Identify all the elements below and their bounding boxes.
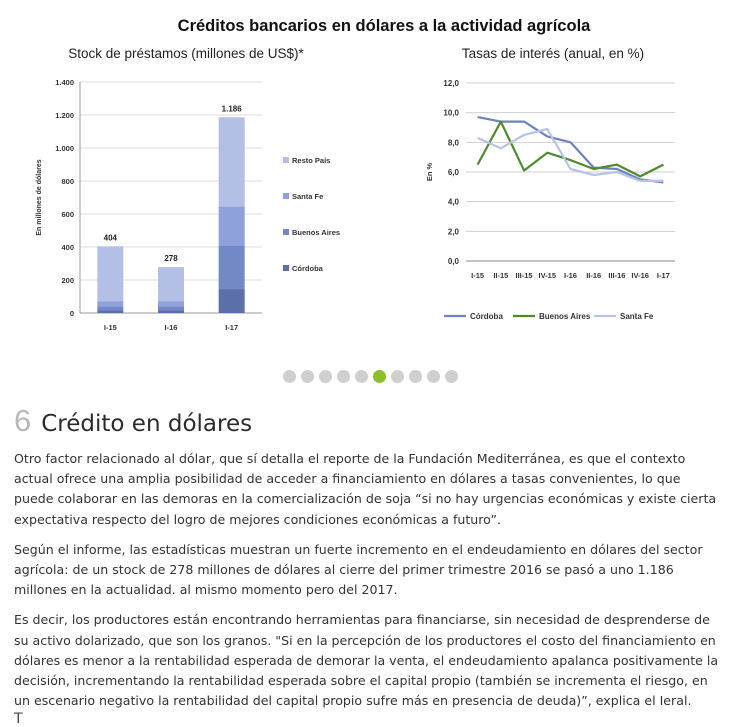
bar-total-label: 1.186 — [221, 104, 242, 114]
carousel-dot[interactable] — [391, 370, 404, 383]
x-tick-label: I-15 — [103, 323, 117, 332]
bar-total-label: 404 — [103, 233, 118, 243]
line-chart — [425, 46, 675, 321]
legend-label: Buenos Aires — [292, 228, 341, 237]
x-tick-label: I-17 — [656, 271, 670, 280]
bar-segment — [219, 289, 245, 313]
legend-label: Buenos Aires — [539, 312, 591, 321]
x-tick-label: I-17 — [225, 323, 239, 332]
bar-segment — [158, 306, 184, 310]
bar-segment — [97, 301, 123, 306]
x-tick-label: I-16 — [164, 323, 178, 332]
bar-chart — [36, 46, 340, 332]
carousel-dot[interactable] — [409, 370, 422, 383]
y-tick-label: 1.200 — [55, 111, 74, 120]
bar-segment — [219, 117, 245, 206]
x-tick-label: II-15 — [493, 271, 509, 280]
bar-segment — [158, 301, 184, 306]
x-tick-label: I-15 — [471, 271, 485, 280]
y-tick-label: 1.000 — [55, 144, 74, 153]
slide-title: Crédito en dólares — [41, 411, 253, 437]
bar-segment — [158, 267, 184, 301]
paragraph: Es decir, los productores están encontrando herramientas para financiarse, sin necesidad de desprenderse de su activo dolarizado, que son los granos. "Si en la percepción de los productores el costo del financiamiento en dólares es menor a la rentabilidad esperada de demorar la venta, el endeudamiento apalanca positivamente la decisión, incrementando la rentabilidad esperada sobre el capital propio (también se incrementa el riesgo, en un escenario negativo la rentabilidad del capital propio sufre más en presencia de deuda)”, explica el Ieral. — [14, 612, 719, 709]
slide-heading — [14, 403, 252, 439]
bar-segment — [97, 306, 123, 310]
legend-swatch — [283, 229, 289, 235]
article-body — [14, 449, 719, 721]
legend-swatch — [283, 265, 289, 271]
slide-number: 6 — [14, 403, 32, 438]
carousel-dot[interactable] — [319, 370, 332, 383]
x-tick-label: IV-15 — [538, 271, 557, 280]
carousel-dots — [0, 370, 735, 386]
paragraph: Según el informe, las estadísticas muestran un fuerte incremento en el endeudamiento en dólares del sector agrícola: de un stock de 278 millones de dólares al cierre del primer trimestre 2016 se pasó a uno 1.186 millones en la actualidad. al mismo momento pero del 2017. — [14, 541, 703, 598]
bar-segment — [158, 311, 184, 313]
trailing-text: T — [14, 711, 23, 727]
legend-label: Santa Fe — [292, 192, 324, 201]
series-line — [478, 117, 664, 182]
y-tick-label: 8,0 — [447, 138, 459, 148]
main-title: Créditos bancarios en dólares a la actividad agrícola — [177, 17, 591, 35]
bar-segment — [97, 311, 123, 313]
y-tick-label: 2,0 — [447, 227, 459, 237]
y-tick-label: 12,0 — [443, 79, 459, 88]
legend-label: Santa Fe — [620, 312, 654, 321]
y-tick-label: 0 — [69, 309, 74, 318]
bar-chart-title: Stock de préstamos (millones de US$)* — [68, 46, 304, 61]
legend-label: Córdoba — [292, 264, 323, 273]
bar-total-label: 278 — [164, 254, 178, 264]
x-tick-label: III-16 — [608, 271, 626, 280]
bar-segment — [97, 246, 123, 301]
line-chart-title: Tasas de interés (anual, en %) — [461, 46, 645, 61]
y-tick-label: 4,0 — [447, 197, 459, 207]
chart-panel — [0, 0, 735, 355]
x-tick-label: II-16 — [586, 271, 602, 280]
bar-segment — [219, 207, 245, 246]
bar-segment — [219, 245, 245, 289]
carousel-dot[interactable] — [283, 370, 296, 383]
legend-label: Córdoba — [470, 312, 503, 321]
carousel-dot[interactable] — [337, 370, 350, 383]
legend-swatch — [283, 193, 289, 199]
y-tick-label: 6,0 — [447, 168, 459, 177]
y-tick-label: 10,0 — [443, 108, 459, 118]
carousel-dot[interactable] — [355, 370, 368, 383]
y-axis-label: En % — [425, 162, 434, 182]
legend-label: Resto País — [292, 156, 331, 165]
y-tick-label: 200 — [61, 276, 74, 285]
y-axis-label: En millones de dólares — [36, 159, 43, 236]
x-tick-label: I-16 — [564, 271, 577, 280]
carousel-dot-active[interactable] — [373, 370, 386, 383]
legend-swatch — [283, 157, 289, 163]
x-tick-label: III-15 — [515, 271, 533, 280]
y-tick-label: 1.400 — [55, 78, 74, 87]
y-tick-label: 400 — [61, 243, 74, 252]
x-tick-label: IV-16 — [631, 271, 649, 280]
y-tick-label: 0,0 — [447, 257, 459, 266]
carousel-dot[interactable] — [445, 370, 458, 383]
y-tick-label: 800 — [61, 177, 74, 186]
paragraph: Otro factor relacionado al dólar, que sí detalla el reporte de la Fundación Mediterránea, es que el contexto actual ofrece una amplia posibilidad de acceder a financiamiento en dólares a tasas convenientes, lo que puede colaborar en las demoras en la comercialización de soja “si no hay urgencias económicas y existe cierta expectativa respecto del logro de mejores condiciones económicas a futuro”. — [14, 451, 717, 527]
carousel-dot[interactable] — [427, 370, 440, 383]
y-tick-label: 600 — [61, 210, 74, 219]
chart-figure — [0, 0, 735, 355]
carousel-dot[interactable] — [301, 370, 314, 383]
